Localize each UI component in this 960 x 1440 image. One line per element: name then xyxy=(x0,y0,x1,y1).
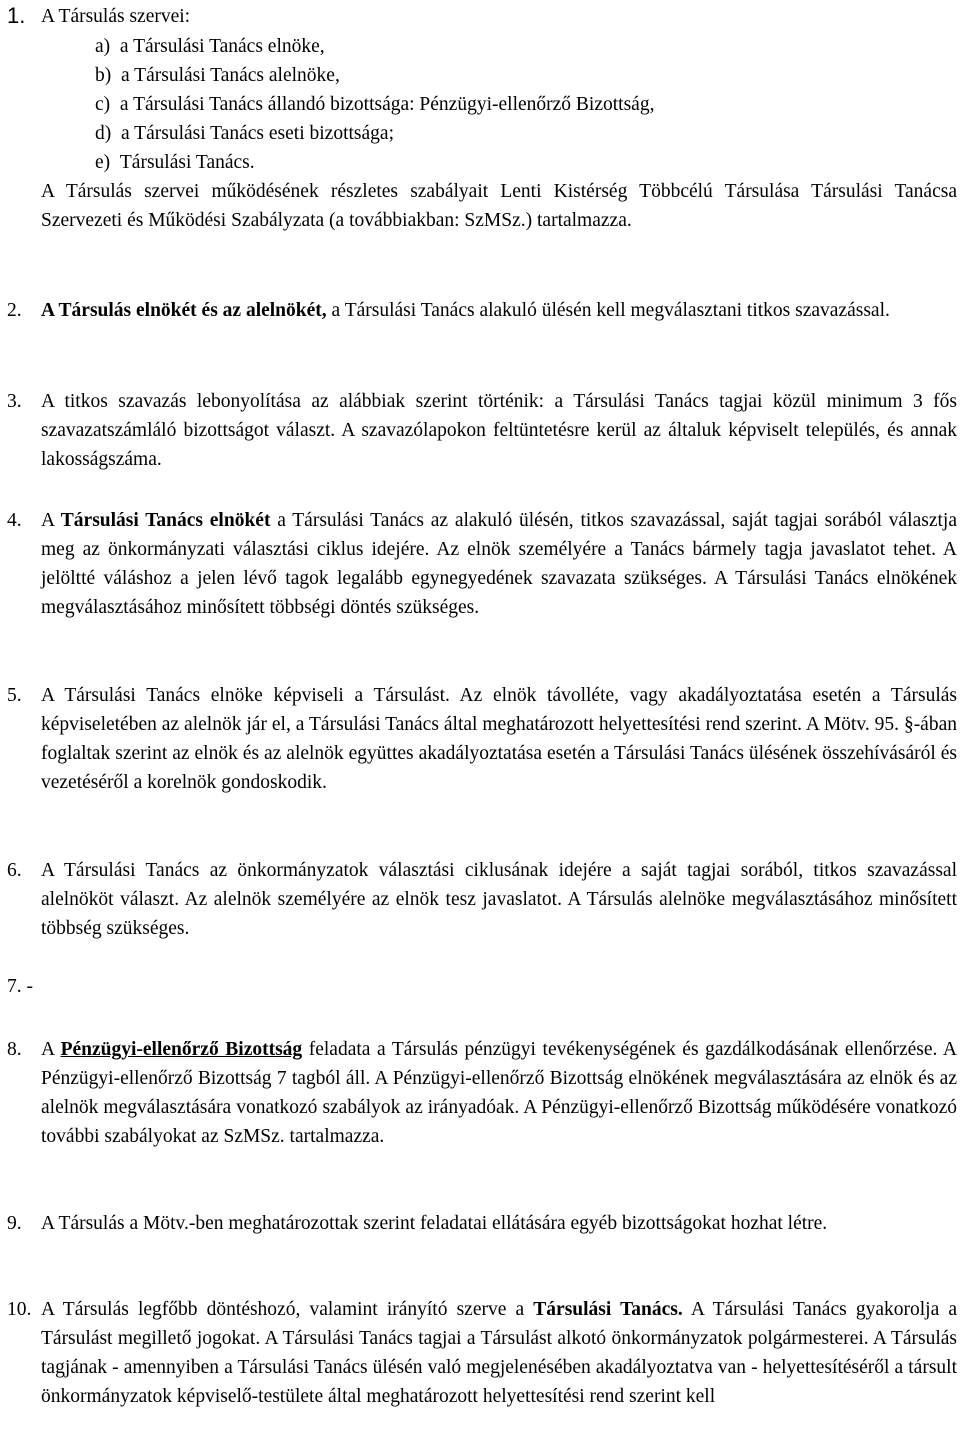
section-8-paragraph: A Pénzügyi-ellenőrző Bizottság feladata a Társulás pénzügyi tevékenységének és gazdálkodásának ellenőrzése. A Pénzügyi-ellenőrző Bizottság 7 tagból áll. A Pénzügyi-ellenőrző Bizottság elnökének megválasztására az elnök és az alelnök megválasztására vonatkozó szabályok az irányadóak. A Pénzügyi-ellenőrző Bizottság működésére vonatkozó további szabályokat az SzMSz. tartalmazza. xyxy=(41,1039,957,1147)
section-9-paragraph: A Társulás a Mötv.-ben meghatározottak szerint feladatai ellátására egyéb bizottságokat hozhat létre. xyxy=(41,1213,828,1234)
section-9 xyxy=(7,1209,957,1269)
section-4-paragraph: A Társulási Tanács elnökét a Társulási Tanács az alakuló ülésén, titkos szavazással, saját tagjai sorából választja meg az önkormányzati választási ciklus idejére. Az elnök személyére a Tanács bármely tagja javaslatot tehet. A jelöltté váláshoz a jelen lévő tagok legalább egynegyedének szavazata szükséges. A Társulási Tanács elnökének megválasztásához minősített többségi döntés szükséges. xyxy=(41,510,957,618)
list-item: d) a Társulási Tanács eseti bizottsága; xyxy=(95,123,394,144)
section-1-title: A Társulás szervei: xyxy=(41,6,191,27)
section-9-number: 9. xyxy=(7,1213,22,1234)
section-1 xyxy=(7,2,957,262)
section-4 xyxy=(7,506,957,656)
section-10-number: 10. xyxy=(7,1299,32,1320)
section-5-paragraph: A Társulási Tanács elnöke képviseli a Társulást. Az elnök távolléte, vagy akadályoztatása esetén a Társulás képviseletében az alelnök jár el, a Társulási Tanács által meghatározott helyettesítési rend szerint. A Mötv. 95. §-ában foglaltak szerint az elnök és az alelnök együttes akadályoztatása esetén a Társulási Tanács ülésének összehívásáról és vezetéséről a korelnök gondoskodik. xyxy=(41,685,957,793)
section-6-number: 6. xyxy=(7,860,22,881)
section-10 xyxy=(7,1295,957,1440)
section-7-number: 7. - xyxy=(7,976,33,997)
list-item: b) a Társulási Tanács alelnöke, xyxy=(95,65,340,86)
section-10-bold: Társulási Tanács. xyxy=(533,1299,683,1320)
section-5-number: 5. xyxy=(7,685,22,706)
section-3-number: 3. xyxy=(7,391,22,412)
section-2-number: 2. xyxy=(7,300,22,321)
section-6 xyxy=(7,856,957,946)
section-8 xyxy=(7,1035,957,1185)
list-item: e) Társulási Tanács. xyxy=(95,152,255,173)
section-7 xyxy=(7,972,207,1002)
section-8-bold: Pénzügyi-ellenőrző Bizottság xyxy=(60,1039,303,1060)
section-2-bold: A Társulás elnökét és az alelnökét, xyxy=(41,300,327,321)
section-2-paragraph: A Társulás elnökét és az alelnökét, a Társulási Tanács alakuló ülésén kell megválasztani titkos szavazással. xyxy=(41,300,890,321)
section-8-number: 8. xyxy=(7,1039,22,1060)
section-4-bold: Társulási Tanács elnökét xyxy=(60,510,271,531)
section-4-number: 4. xyxy=(7,510,22,531)
section-6-paragraph: A Társulási Tanács az önkormányzatok választási ciklusának idejére a saját tagjai sorából, titkos szavazással alelnököt választ. Az alelnök személyére az elnök tesz javaslatot. A Társulás alelnöke megválasztásához minősített többség szükséges. xyxy=(41,860,957,939)
list-item: a) a Társulási Tanács elnöke, xyxy=(95,36,325,57)
section-1-paragraph: A Társulás szervei működésének részletes szabályait Lenti Kistérség Többcélú Társulása Társulási Tanácsa Szervezeti és Működési Szabályzata (a továbbiakban: SzMSz.) tartalmazza. xyxy=(41,181,957,231)
section-10-paragraph: A Társulás legfőbb döntéshozó, valamint irányító szerve a Társulási Tanács. A Társulási Tanács gyakorolja a Társulást megillető jogokat. A Társulási Tanács tagjai a Társulást alkotó önkormányzatok polgármesterei. A Társulás tagjának - amennyiben a Társulási Tanács ülésén való megjelenésében akadályoztatva van - helyettesítéséről a társult önkormányzatok képviselő-testülete által meghatározott helyettesítési rend szerint kell xyxy=(41,1299,957,1407)
section-3 xyxy=(7,387,957,477)
section-1-number: 1. xyxy=(7,3,26,28)
section-3-paragraph: A titkos szavazás lebonyolítása az alábbiak szerint történik: a Társulási Tanács tagjai közül minimum 3 fős szavazatszámláló bizottságot választ. A szavazólapokon feltüntetésre kerül az általuk képviselt település, és annak lakosságszáma. xyxy=(41,391,957,470)
section-5 xyxy=(7,681,957,831)
list-item: c) a Társulási Tanács állandó bizottsága: Pénzügyi-ellenőrző Bizottság, xyxy=(95,94,655,115)
section-2 xyxy=(7,296,957,356)
